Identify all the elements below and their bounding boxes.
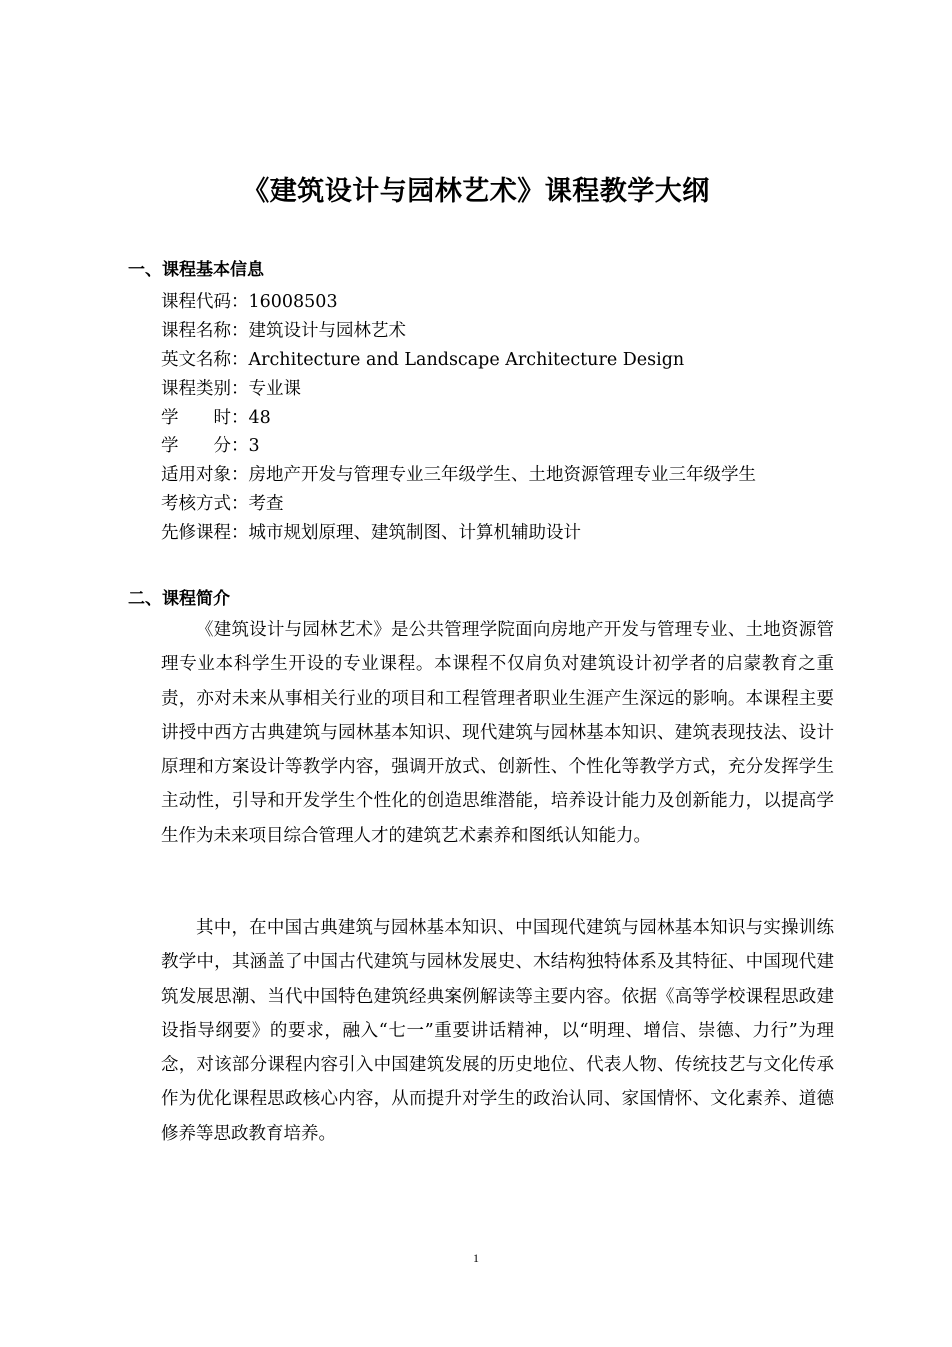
info-label: 课程代码： [161, 292, 249, 312]
page-number: 1 [473, 1251, 479, 1265]
info-row-assessment [161, 490, 861, 519]
info-label: 考核方式： [161, 494, 249, 515]
info-value: 建筑设计与园林艺术 [248, 320, 406, 341]
info-row-course-category [161, 375, 861, 404]
info-value: 城市规划原理、建筑制图、计算机辅助设计 [248, 523, 581, 544]
info-value: 房地产开发与管理专业三年级学生、土地资源管理专业三年级学生 [248, 465, 756, 486]
section-heading-course-intro: 二、课程简介 [128, 589, 230, 609]
info-label: 学 分： [161, 436, 249, 457]
info-value: 考查 [248, 494, 284, 515]
info-value: 3 [248, 436, 260, 457]
intro-paragraph-2: 其中，在中国古典建筑与园林基本知识、中国现代建筑与园林基本知识与实操训练教学中，其涵盖了中国古代建筑与园林发展史、木结构独特体系及其特征、中国现代建筑发展思潮、当代中国特色建筑经典案例解读等主要内容。依据《高等学校课程思政建设指导纲要》的要求，融入“七一”重要讲话精神，以“明理、增信、崇德、力行”为理念，对该部分课程内容引入中国建筑发展的历史地位、代表人物、传统技艺与文化传承作为优化课程思政核心内容，从而提升对学生的政治认同、家国情怀、文化素养、道德修养等思政教育培养。 [161, 918, 834, 1144]
info-label: 先修课程： [161, 523, 249, 544]
info-value: 48 [248, 407, 271, 428]
intro-paragraph-1: 《建筑设计与园林艺术》是公共管理学院面向房地产开发与管理专业、土地资源管理专业本科学生开设的专业课程。本课程不仅肩负对建筑设计初学者的启蒙教育之重责，亦对未来从事相关行业的项目和工程管理者职业生涯产生深远的影响。本课程主要讲授中西方古典建筑与园林基本知识、现代建筑与园林基本知识、建筑表现技法、设计原理和方案设计等教学内容，强调开放式、创新性、个性化等教学方式，充分发挥学生主动性，引导和开发学生个性化的创造思维潜能，培养设计能力及创新能力，以提高学生作为未来项目综合管理人才的建筑艺术素养和图纸认知能力。 [161, 620, 834, 846]
info-row-prerequisites [161, 519, 861, 548]
info-row-hours [161, 404, 861, 433]
info-row-credits [161, 432, 861, 461]
page-title: 《建筑设计与园林艺术》课程教学大纲 [242, 176, 710, 207]
section-heading-basic-info: 一、课程基本信息 [128, 260, 264, 280]
info-label: 课程类别： [161, 378, 249, 399]
info-label: 适用对象： [161, 465, 249, 486]
info-value: 16008503 [248, 292, 338, 312]
info-row-english-name [161, 346, 861, 375]
info-row-course-code [161, 288, 861, 317]
info-row-course-name [161, 317, 861, 346]
info-label: 英文名称： [161, 349, 249, 370]
info-label: 课程名称： [161, 320, 249, 341]
course-info-list [161, 288, 861, 548]
info-value: 专业课 [248, 378, 301, 399]
info-label: 学 时： [161, 407, 249, 428]
info-value: Architecture and Landscape Architecture Design [248, 349, 685, 370]
info-row-target-students [161, 461, 861, 490]
